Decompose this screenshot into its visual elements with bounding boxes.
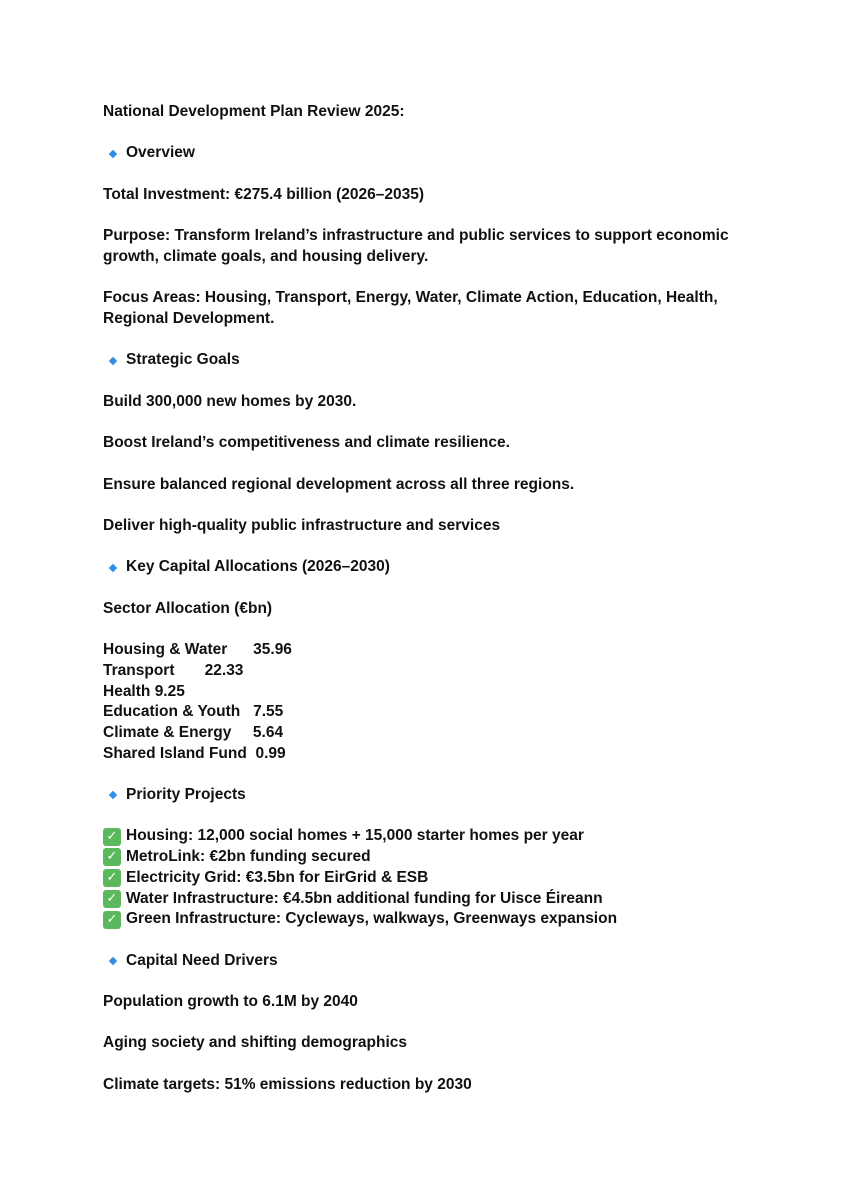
allocation-sector: Shared Island Fund bbox=[103, 744, 247, 762]
allocation-value: 7.55 bbox=[253, 703, 284, 721]
goal-item: Boost Ireland’s competitiveness and climate resilience. bbox=[103, 434, 510, 452]
check-mark-icon: ✓ bbox=[103, 911, 121, 929]
document-title: National Development Plan Review 2025: bbox=[103, 103, 405, 120]
check-mark-icon: ✓ bbox=[103, 890, 121, 908]
allocation-row bbox=[103, 640, 783, 661]
priority-project-item bbox=[103, 868, 783, 889]
section-heading-label: Strategic Goals bbox=[126, 351, 240, 369]
priority-project-text: Water Infrastructure: €4.5bn additional funding for Uisce Éireann bbox=[126, 889, 603, 907]
goal-item: Ensure balanced regional development across all three regions. bbox=[103, 475, 575, 493]
allocation-gap bbox=[227, 641, 253, 658]
priority-project-item bbox=[103, 909, 783, 930]
blue-diamond-icon bbox=[109, 149, 117, 157]
allocation-gap bbox=[240, 703, 253, 720]
priority-project-text: MetroLink: €2bn funding secured bbox=[126, 848, 371, 866]
total-investment: Total Investment: €275.4 billion (2026–2035) bbox=[103, 185, 425, 203]
allocation-row bbox=[103, 682, 783, 703]
goal-item: Deliver high-quality public infrastructure and services bbox=[103, 516, 501, 534]
section-heading-capital-need-drivers bbox=[103, 951, 783, 972]
section-heading-label: Priority Projects bbox=[126, 786, 246, 803]
allocation-row bbox=[103, 661, 783, 682]
section-heading-strategic-goals bbox=[103, 350, 783, 371]
driver-item: Climate targets: 51% emissions reduction by 2030 bbox=[103, 1075, 472, 1093]
driver-item: Aging society and shifting demographics bbox=[103, 1034, 408, 1052]
priority-project-text: Green Infrastructure: Cycleways, walkways, Greenways expansion bbox=[126, 910, 618, 928]
allocation-value: 22.33 bbox=[204, 661, 244, 679]
blue-diamond-icon bbox=[109, 563, 117, 571]
allocation-sector: Climate & Energy bbox=[103, 723, 232, 741]
allocation-value: 0.99 bbox=[255, 744, 286, 762]
allocation-value: 5.64 bbox=[252, 723, 284, 741]
blue-diamond-icon bbox=[109, 356, 117, 364]
allocation-row bbox=[103, 744, 783, 765]
allocation-row bbox=[103, 702, 783, 723]
check-mark-icon: ✓ bbox=[103, 848, 121, 866]
priority-project-item bbox=[103, 847, 783, 868]
allocation-sector: Housing & Water bbox=[103, 641, 228, 659]
section-heading-label: Key Capital Allocations (2026–2030) bbox=[126, 558, 390, 576]
allocation-gap bbox=[174, 662, 204, 679]
allocation-value: 9.25 bbox=[154, 682, 185, 700]
priority-project-item bbox=[103, 826, 783, 847]
section-heading-priority-projects bbox=[103, 785, 783, 806]
focus-areas: Focus Areas: Housing, Transport, Energy, Water, Climate Action, Education, Health, Regional Development. bbox=[103, 289, 722, 327]
blue-diamond-icon bbox=[109, 791, 117, 799]
driver-item: Population growth to 6.1M by 2040 bbox=[103, 992, 358, 1010]
goal-item: Build 300,000 new homes by 2030. bbox=[103, 392, 357, 410]
allocation-row bbox=[103, 723, 783, 744]
allocation-table-header: Sector Allocation (€bn) bbox=[103, 599, 273, 617]
priority-project-text: Electricity Grid: €3.5bn for EirGrid & ESB bbox=[126, 868, 429, 886]
allocation-table bbox=[103, 640, 783, 764]
blue-diamond-icon bbox=[109, 957, 117, 965]
section-heading-allocations bbox=[103, 557, 783, 578]
allocation-sector: Education & Youth bbox=[103, 703, 241, 721]
priority-project-item bbox=[103, 889, 783, 910]
purpose: Purpose: Transform Ireland’s infrastructure and public services to support economic growth, climate goals, and housing delivery. bbox=[103, 227, 733, 265]
document-page bbox=[103, 102, 783, 1116]
allocation-gap bbox=[231, 724, 253, 741]
section-heading-label: Overview bbox=[126, 144, 195, 162]
allocation-sector: Transport bbox=[103, 661, 175, 679]
check-mark-icon: ✓ bbox=[103, 869, 121, 887]
priority-project-list bbox=[103, 826, 783, 930]
section-heading-overview bbox=[103, 143, 783, 164]
section-heading-label: Capital Need Drivers bbox=[126, 951, 278, 969]
allocation-sector: Health bbox=[103, 682, 151, 700]
check-mark-icon: ✓ bbox=[103, 828, 121, 846]
allocation-value: 35.96 bbox=[253, 641, 292, 659]
priority-project-text: Housing: 12,000 social homes + 15,000 starter homes per year bbox=[126, 827, 584, 845]
